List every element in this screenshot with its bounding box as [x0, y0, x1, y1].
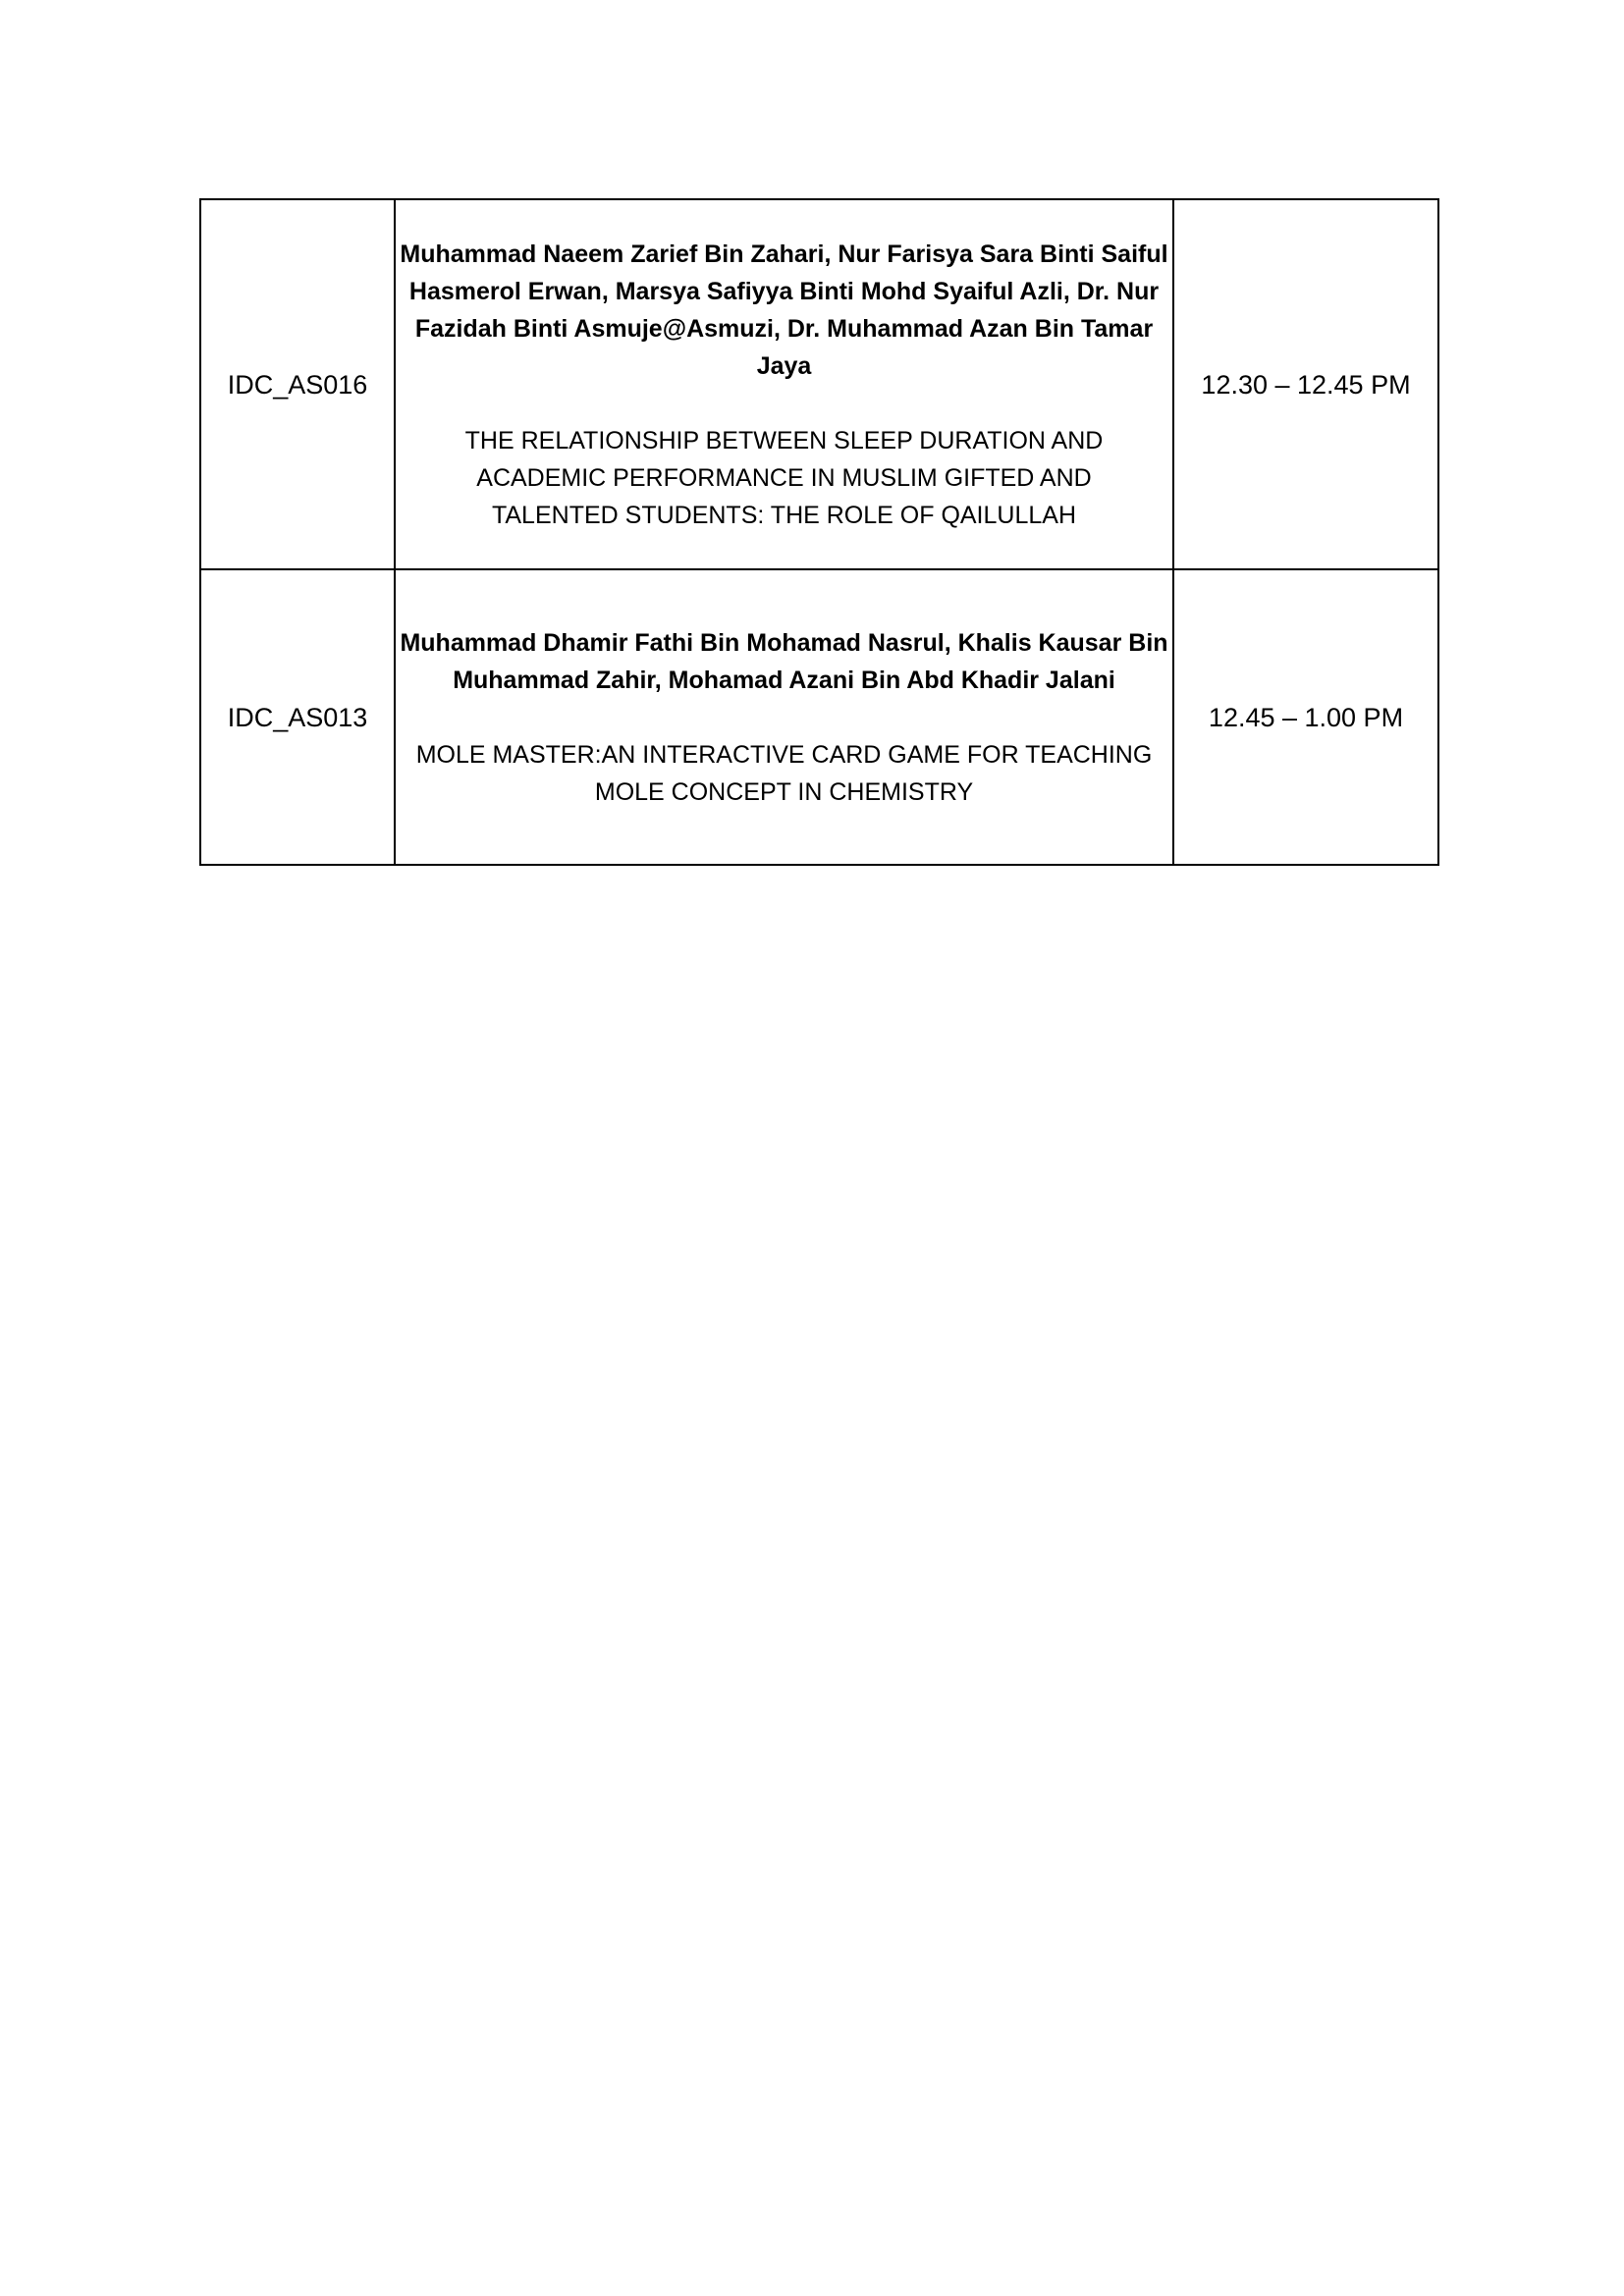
table-row: [200, 199, 1438, 569]
paper-title: MOLE MASTER:AN INTERACTIVE CARD GAME FOR TEACHING MOLE CONCEPT IN CHEMISTRY: [415, 740, 1153, 806]
paper-id: IDC_AS016: [227, 369, 368, 400]
time-slot: 12.30 – 12.45 PM: [1201, 369, 1411, 400]
paper-id-cell: [200, 569, 395, 865]
paper-authors: Muhammad Dhamir Fathi Bin Mohamad Nasrul, Khalis Kausar Bin Muhammad Zahir, Mohamad Azani Bin Abd Khadir Jalani: [400, 628, 1168, 694]
paper-details-cell: [395, 199, 1173, 569]
table-row: [200, 569, 1438, 865]
schedule-table: [199, 198, 1439, 866]
time-slot: 12.45 – 1.00 PM: [1208, 702, 1404, 732]
paper-details-cell: [395, 569, 1173, 865]
paper-authors: Muhammad Naeem Zarief Bin Zahari, Nur Farisya Sara Binti Saiful Hasmerol Erwan, Marsya Safiyya Binti Mohd Syaiful Azli, Dr. Nur Fazidah Binti Asmuje@Asmuzi, Dr. Muhammad Azan Bin Tamar Jaya: [400, 240, 1168, 380]
paper-title: THE RELATIONSHIP BETWEEN SLEEP DURATION AND ACADEMIC PERFORMANCE IN MUSLIM GIFTED AND TALENTED STUDENTS: THE ROLE OF QAILULLAH: [464, 426, 1104, 529]
time-slot-cell: [1173, 199, 1438, 569]
time-slot-cell: [1173, 569, 1438, 865]
paper-id: IDC_AS013: [227, 702, 368, 732]
paper-id-cell: [200, 199, 395, 569]
